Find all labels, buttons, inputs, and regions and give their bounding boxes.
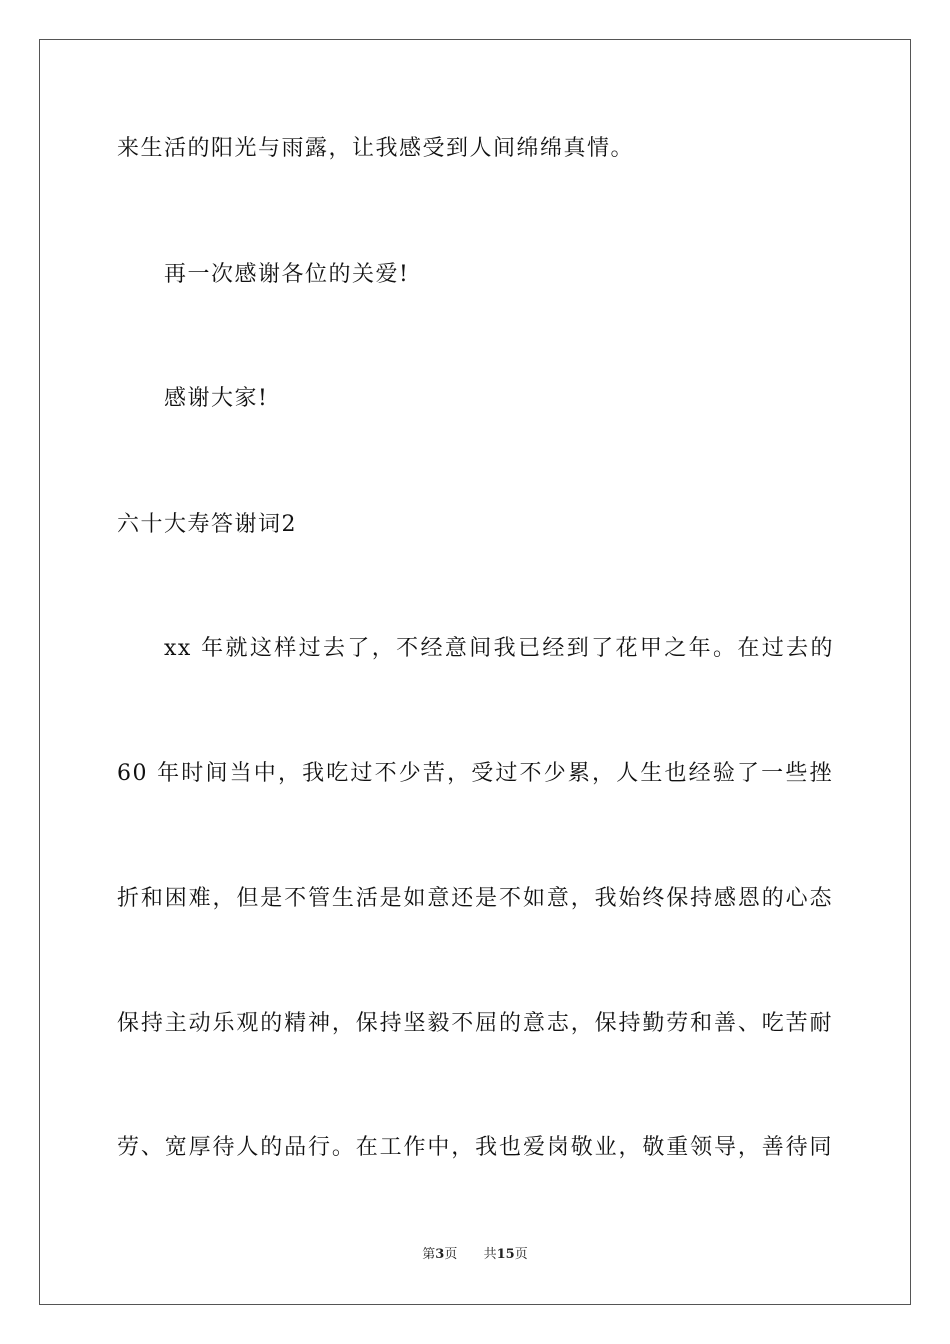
text-line-8: 保持主动乐观的精神，保持坚毅不屈的意志，保持勤劳和善、吃苦耐 (117, 1011, 833, 1036)
text-line-2: 再一次感谢各位的关爱! (164, 262, 410, 287)
section-heading: 六十大寿答谢词2 (117, 512, 297, 537)
page-frame (39, 39, 911, 1305)
text-line-9: 劳、宽厚待人的品行。在工作中，我也爱岗敬业，敬重领导，善待同 (117, 1135, 833, 1160)
footer-total-prefix: 共 (483, 1247, 497, 1262)
footer-total-pages: 15 (496, 1247, 515, 1262)
footer-total-suffix: 页 (514, 1247, 528, 1262)
text-line-3: 感谢大家! (164, 386, 269, 411)
footer-page-suffix: 页 (444, 1247, 458, 1262)
page-footer (0, 1246, 950, 1264)
text-line-5: xx 年就这样过去了，不经意间我已经到了花甲之年。在过去的 (164, 636, 834, 661)
text-line-6: 60 年时间当中，我吃过不少苦，受过不少累，人生也经验了一些挫 (117, 761, 833, 786)
footer-page-number: 3 (435, 1247, 445, 1262)
text-line-7: 折和困难，但是不管生活是如意还是不如意，我始终保持感恩的心态 (117, 886, 833, 911)
text-line-1: 来生活的阳光与雨露，让我感受到人间绵绵真情。 (117, 136, 635, 161)
footer-page-prefix: 第 (422, 1247, 436, 1262)
